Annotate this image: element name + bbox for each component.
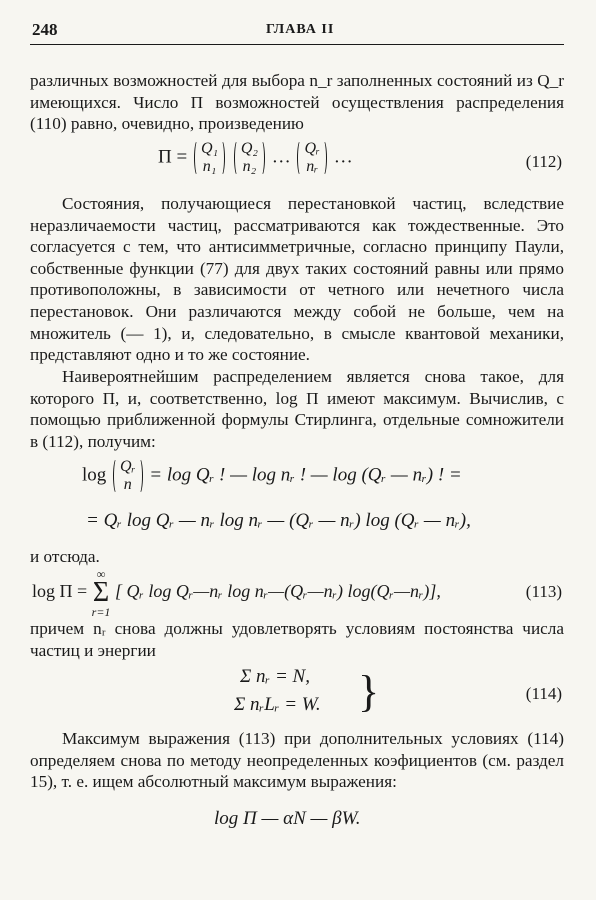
equation-final: log Π — αN — βW. bbox=[214, 808, 361, 829]
eq114-line2: Σ nᵣLᵣ = W. bbox=[234, 694, 321, 715]
equation-log-binomial: log Qᵣ n = log Qᵣ ! — log nᵣ ! — log (Qᵣ — nᵣ) ! = = Qᵣ log Qᵣ — nᵣ log nᵣ — (Qᵣ — nᵣ) log (Qᵣ — nᵣ), bbox=[82, 458, 471, 531]
binomial-qr-n: Qᵣ n bbox=[113, 458, 143, 494]
chapter-title: ГЛАВА II bbox=[266, 22, 335, 37]
eq113-lhs: log Π = bbox=[32, 581, 88, 602]
equation-114 bbox=[30, 666, 564, 722]
paragraph-3: Наивероятнейшим распределением является снова такое, для которого Π, и, соответственно, log Π имеют максимум. Вычислив, с помощью приближенной формулы Стирлинга, отдельные сомножители в (112), получим: bbox=[30, 367, 564, 451]
eq112-dots: … bbox=[271, 146, 291, 168]
equation-number-113: (113) bbox=[525, 582, 562, 601]
eq112-tail: … bbox=[333, 146, 353, 168]
page-number: 248 bbox=[32, 20, 58, 39]
binomial-q2-n2: Q₂ n₂ bbox=[234, 140, 265, 176]
paragraph-6: Максимум выражения (113) при дополнительных условиях (114) определяем снова по методу неопределенных коэфициентов (см. раздел 15), т. е. ищем абсолютный максимум выражения: bbox=[30, 729, 564, 792]
page bbox=[30, 18, 564, 880]
eq112-lhs: Π = bbox=[158, 146, 188, 168]
running-header bbox=[30, 18, 564, 45]
paragraph-5: причем nᵣ снова должны удовлетворять условиям постоянства числа частиц и энергии bbox=[30, 619, 564, 660]
binomial-qr-nr: Qᵣ nᵣ bbox=[297, 140, 327, 176]
binomial-q1-n1: Q₁ n₁ bbox=[194, 140, 225, 176]
paragraph-1: различных возможностей для выбора n_r заполненных состояний из Q_r имеющихся. Число Π возможностей осуществления распределения (110) равно, очевидно, произведению bbox=[30, 71, 564, 134]
eq-log-rhs1: = log Qᵣ ! — log nᵣ ! — log (Qᵣ — nᵣ) ! = bbox=[149, 464, 462, 486]
eq-log-rhs2: = Qᵣ log Qᵣ — nᵣ log nᵣ — (Qᵣ — nᵣ) log (Qᵣ — nᵣ), bbox=[86, 510, 471, 531]
eq114-brace: } bbox=[358, 667, 380, 716]
eq113-body: [ Qᵣ log Qᵣ—nᵣ log nᵣ—(Qᵣ—nᵣ) log(Qᵣ—nᵣ)], bbox=[114, 581, 441, 602]
equation-112 bbox=[30, 140, 564, 190]
paragraph-4: и отсюда. bbox=[30, 547, 100, 566]
summation-operator: ∞ Σ r=1 bbox=[91, 567, 111, 619]
paragraph-2: Состояния, получающиеся перестановкой частиц, вследствие неразличаемости частиц, рассматриваются как тождественные. Это согласуется с тем, что антисимметричные, согласно принципу Паули, собственные функции (77) для двух таких состояний равны или прямо противоположны, в зависимости от четного или нечетного числа перестановок. Они различаются между собой не больше, чем на множитель (— 1), и, следовательно, в смысле квантовой механики, представляют одно и то же состояние. bbox=[30, 194, 564, 365]
eq114-line1: Σ nᵣ = N, bbox=[240, 666, 310, 687]
equation-number-114: (114) bbox=[525, 684, 562, 703]
equation-number-112: (112) bbox=[525, 152, 562, 171]
equation-113 bbox=[30, 568, 564, 618]
